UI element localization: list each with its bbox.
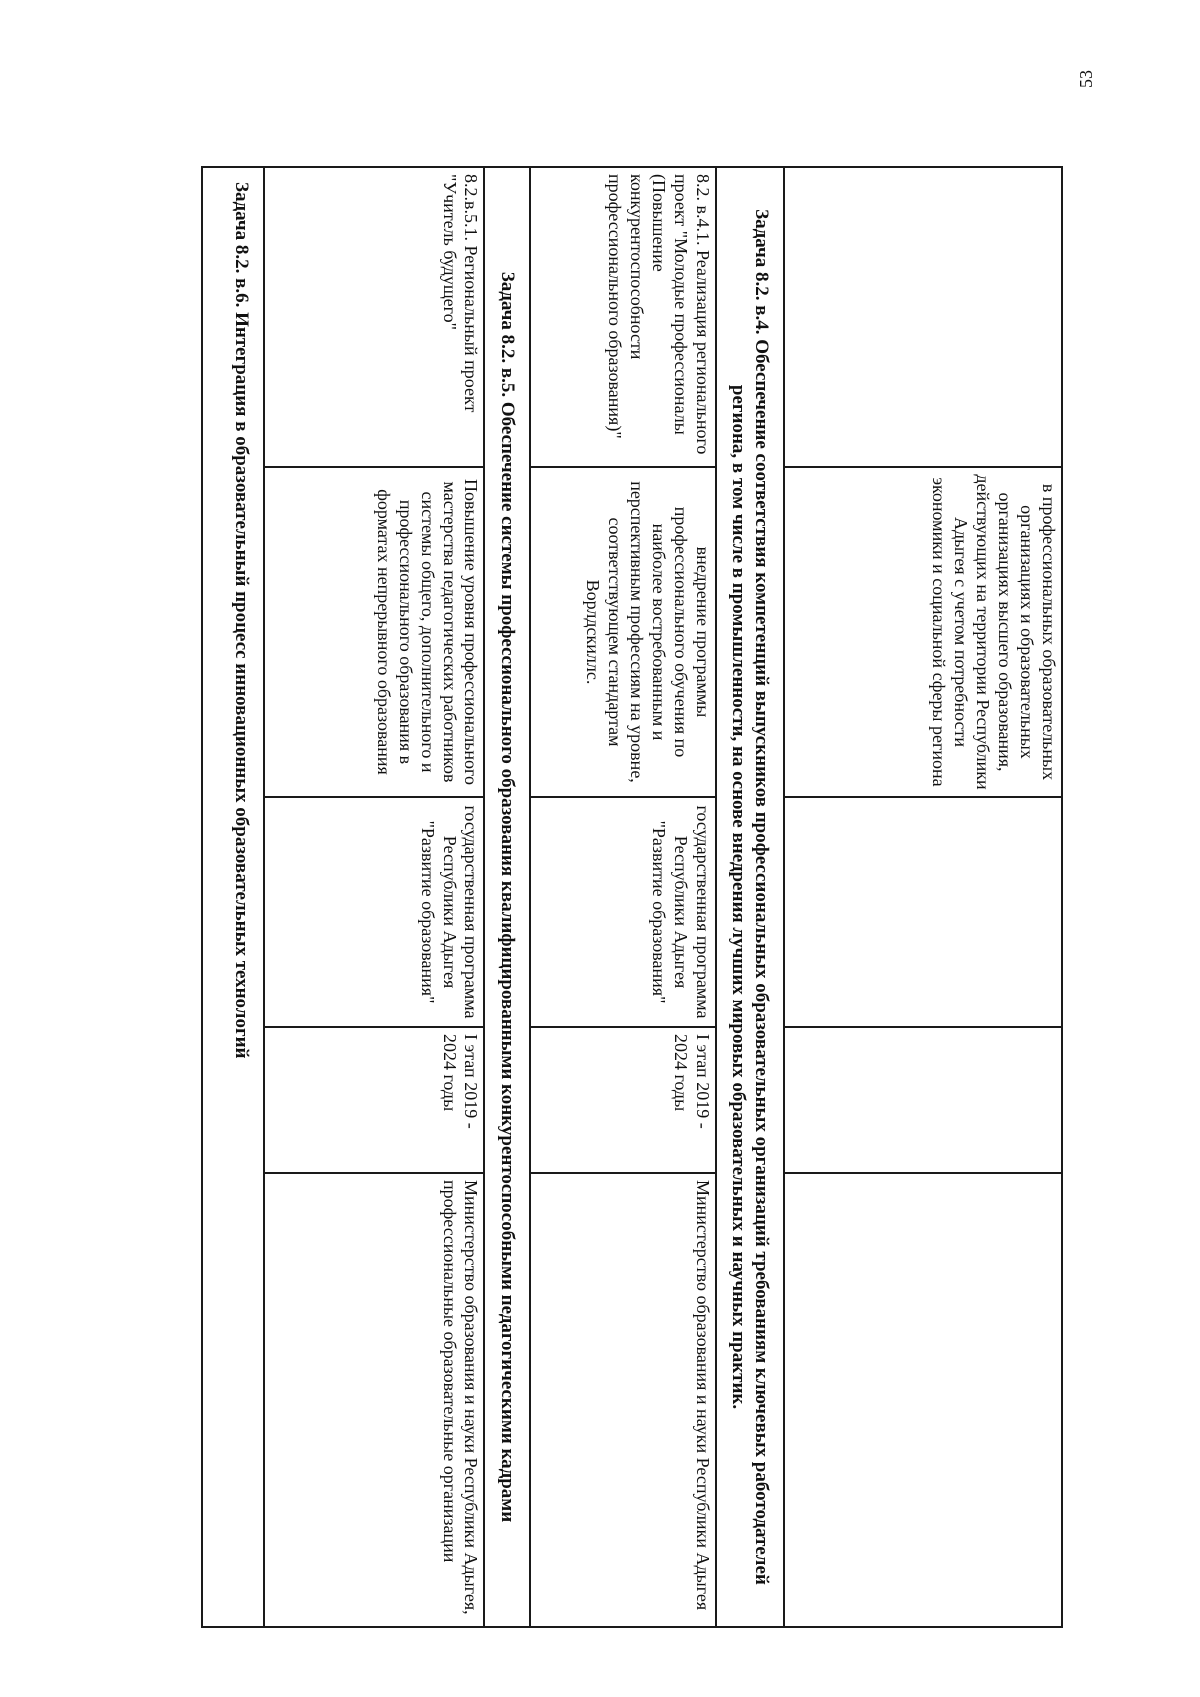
table-row-8-2-v4-1 [530,167,716,1627]
cell-task-number [784,167,1062,467]
table-row-8-2-v5-1 [264,167,484,1627]
task-row-8-2-v6 [202,167,264,1627]
cell-period: I этап 2019 - 2024 годы [264,1027,484,1173]
cell-expected-result: в профессиональных образовательных организациях и образовательных организациях высшего образования, действующих на территории Республики Адыгея с учетом потребности экономики и социальной сферы региона [784,467,1062,797]
task-row-8-2-v5 [484,167,529,1627]
cell-task-number: 8.2. в.4.1. Реализация регионального проект "Молодые профессионалы (Повышение конкурентоспособности профессионального образования)" [530,167,716,467]
cell-expected-result: внедрение программы профессионального обучения по наиболее востребованным и перспективным профессиям на уровне, соответствующем стандартам Ворлдскиллс. [530,467,716,797]
cell-task-number: 8.2.в.5.1. Региональный проект "Учитель будущего" [264,167,484,467]
cell-program: государственная программа Республики Адыгея "Развитие образования" [264,797,484,1027]
cell-responsible [784,1173,1062,1627]
task-heading: Задача 8.2. в.5. Обеспечение системы профессионального образования квалифицированными конкурентоспособными педагогическими кадрами [484,167,529,1627]
plan-table [201,166,1063,1628]
page-number: 53 [1076,70,1096,88]
task-heading: Задача 8.2. в.4. Обеспечение соответствия компетенций выпускников профессиональных образовательных организаций требованиям ключевых работодателей региона, в том числе в промышленности, на основе внедрения лучших мировых образовательных и научных практик. [716,167,784,1627]
task-row-8-2-v4 [716,167,784,1627]
cell-program: государственная программа Республики Адыгея "Развитие образования" [530,797,716,1027]
task-heading: Задача 8.2. в.6. Интеграция в образовательный процесс инновационных образовательных технологий [202,167,264,1627]
cell-responsible: Министерство образования и науки Республики Адыгея [530,1173,716,1627]
cell-expected-result: Повышение уровня профессионального мастерства педагогических работников системы общего, дополнительного и профессионального образования в форматах непрерывного образования [264,467,484,797]
cell-period [784,1027,1062,1173]
cell-period: I этап 2019 - 2024 годы [530,1027,716,1173]
table-row-continuation [784,167,1062,1627]
cell-program [784,797,1062,1027]
cell-responsible: Министерство образования и науки Республики Адыгея, профессиональные образовательные организации [264,1173,484,1627]
rotated-landscape-page [113,166,1063,1626]
